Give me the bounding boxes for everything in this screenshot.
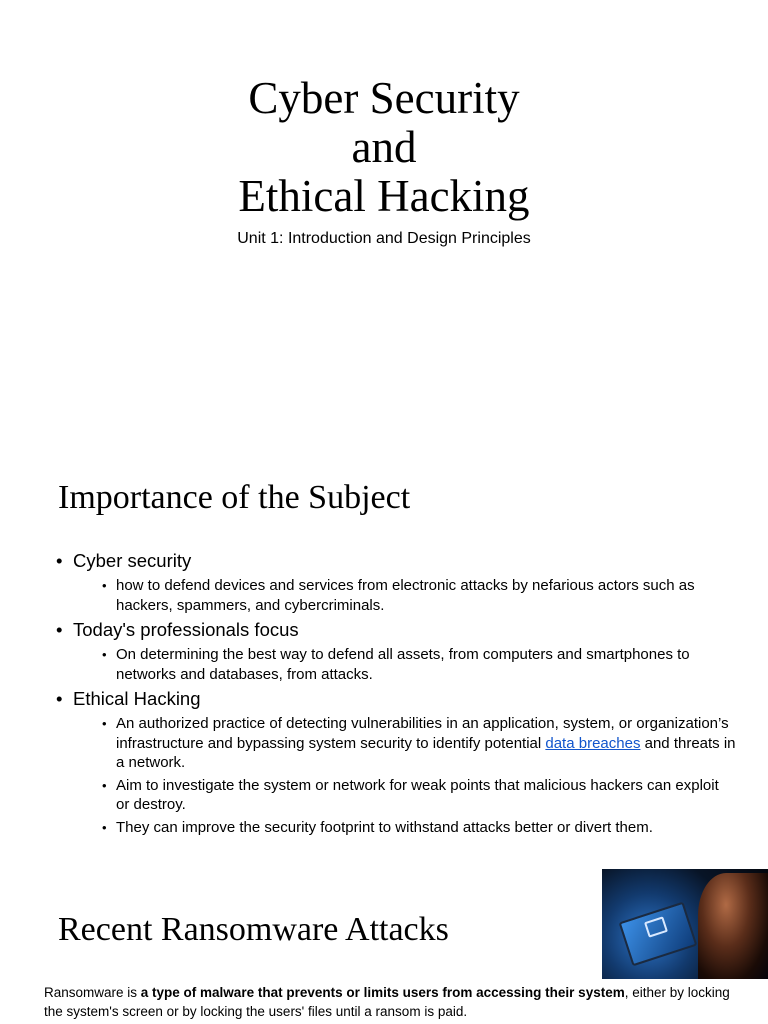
ransomware-definition: [44, 984, 744, 1021]
sub-bullet: • On determining the best way to defend all assets, from computers and smartphones to networks and databases, from attacks.: [102, 645, 736, 684]
body-bold-text: a type of malware that prevents or limits users from accessing their system: [140, 985, 625, 1000]
person-silhouette: [698, 873, 768, 979]
bullet-list: [56, 550, 736, 840]
ransomware-photo: [602, 869, 768, 979]
body-text: , either by locking the system's screen or by locking the users' files until a ransom is paid.: [44, 985, 730, 1019]
data-breaches-link[interactable]: data breaches: [545, 734, 641, 752]
sub-bullet: • Aim to investigate the system or network for weak points that malicious hackers can exploit or destroy.: [102, 776, 736, 815]
title-line-1: Cyber Security: [248, 73, 520, 123]
slide-ransomware: [0, 864, 768, 1024]
body-text: Ransomware is: [44, 985, 141, 1000]
slide-importance: [0, 432, 768, 864]
sub-bullet: [102, 714, 736, 773]
sub-bullet-text: and threats in a network.: [116, 734, 736, 771]
title-line-3: Ethical Hacking: [238, 171, 530, 221]
slide-heading: Recent Ransomware Attacks: [58, 911, 449, 948]
sub-bullet: • They can improve the security footprint to withstand attacks better or divert them.: [102, 818, 736, 838]
sub-bullet: • how to defend devices and services from electronic attacks by nefarious actors such as hackers, spammers, and cybercriminals.: [102, 576, 736, 615]
sub-bullet-text: An authorized practice of detecting vulnerabilities in an application, system, or organization’s infrastructure and bypassing system security to identify potential: [116, 715, 729, 752]
bullet-cyber-security: • Cyber security: [56, 550, 736, 572]
slide-title: [0, 0, 768, 432]
presentation-subtitle: Unit 1: Introduction and Design Principles: [237, 230, 531, 247]
bullet-professionals-focus: • Today's professionals focus: [56, 619, 736, 641]
presentation-title: [0, 74, 768, 221]
slide-heading: Importance of the Subject: [58, 479, 411, 516]
bullet-ethical-hacking: • Ethical Hacking: [56, 688, 736, 710]
title-line-2: and: [351, 122, 417, 172]
